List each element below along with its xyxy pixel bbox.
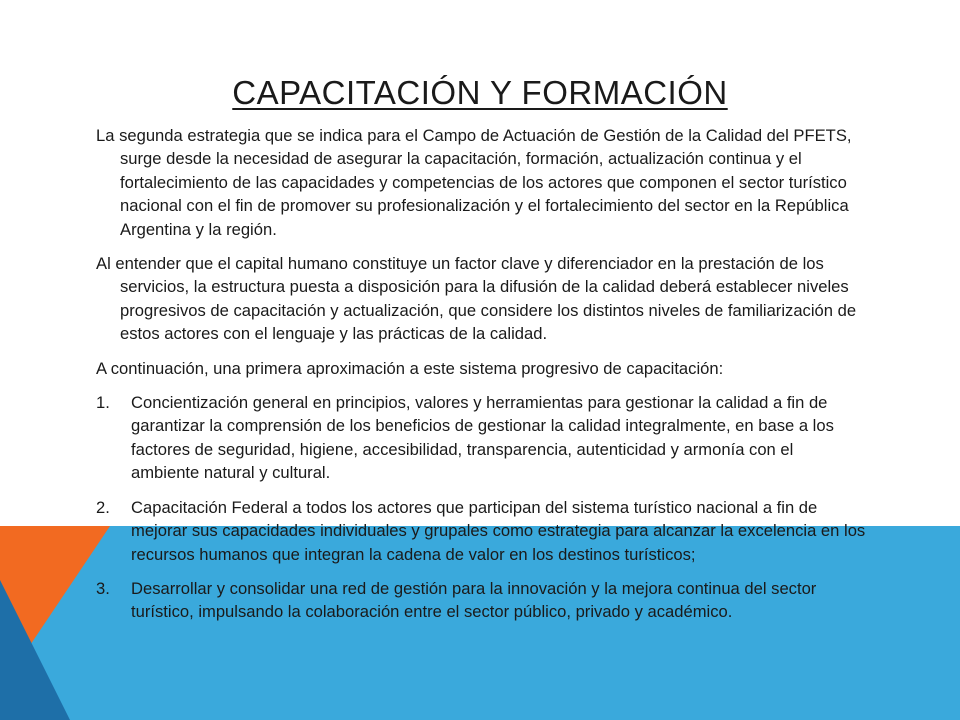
list-item-text: Concientización general en principios, valores y herramientas para gestionar la calidad a fin de garantizar la comprensión de los beneficios de gestionar la calidad integralmente, en base a los factores de seguridad, higiene, accesibilidad, transparencia, autenticidad y armonía con el ambiente natural y cultural. [131,393,834,483]
list-item [96,391,866,485]
slide-title [0,74,960,112]
list-item-text: Capacitación Federal a todos los actores que participan del sistema turístico nacional a fin de mejorar sus capacidades individuales y grupales como estrategia para alcanzar la excelencia en los recursos humanos que integran la cadena de valor en los destinos turísticos; [131,497,866,564]
list-item-number: 3. [96,578,110,598]
paragraph: A continuación, una primera aproximación a este sistema progresivo de capacitación: [96,358,724,378]
list-item [96,577,866,624]
paragraph: Al entender que el capital humano constituye un factor clave y diferenciador en la prestación de los servicios, la estructura puesta a disposición para la difusión de la calidad deberá establecer niveles progresivos de capacitación y actualización, que considere los distintos niveles de familiarización de estos actores con el lenguaje y las prácticas de la calidad. [96,254,857,344]
slide-title-text: CAPACITACIÓN Y FORMACIÓN [232,74,728,112]
list-item-text: Desarrollar y consolidar una red de gestión para la innovación y la mejora continua del sector turístico, impulsando la colaboración entre el sector público, privado y académico. [131,578,817,622]
paragraph: La segunda estrategia que se indica para el Campo de Actuación de Gestión de la Calidad del PFETS, surge desde la necesidad de asegurar la capacitación, formación, actualización continua y el fortalecimiento de las capacidades y competencias de los actores que componen el sector turístico nacional con el fin de promover su profesionalización y el fortalecimiento del sector en la República Argentina y la región. [96,126,852,239]
slide-body [96,124,866,635]
list-item-number: 2. [96,497,110,517]
list-item [96,496,866,566]
list-item-number: 1. [96,393,110,413]
